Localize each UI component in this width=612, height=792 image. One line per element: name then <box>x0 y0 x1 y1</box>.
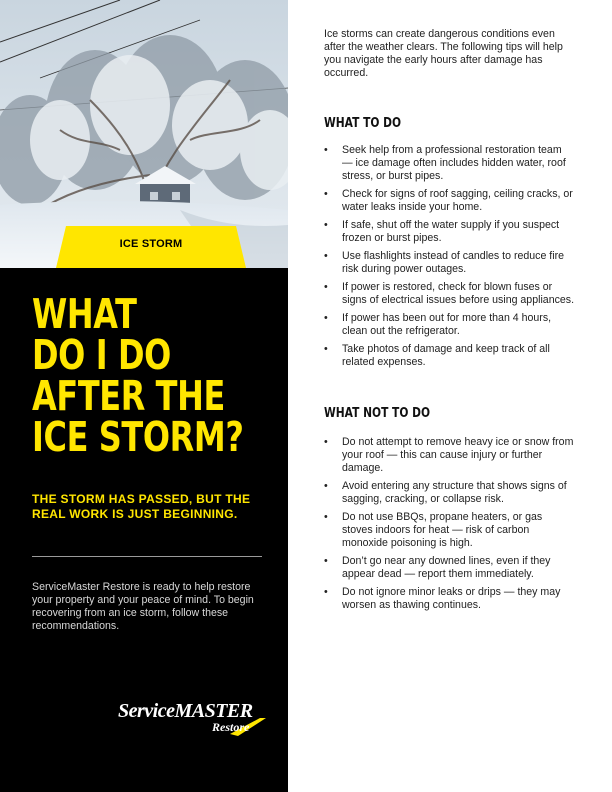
intro-text-left: ServiceMaster Restore is ready to help restore your property and your peace of mind. To begin recovering from an ice storm, follow these recommendations. <box>32 581 254 632</box>
list-item: • Take photos of damage and keep track of all related expenses. <box>324 343 574 369</box>
what-not-to-do-list <box>324 436 574 617</box>
what-not-to-do-heading: WHAT NOT TO DO <box>324 406 431 421</box>
list-item: • Do not ignore minor leaks or drips — they may worsen as thawing continues. <box>324 586 574 612</box>
intro-text-right: Ice storms can create dangerous conditions even after the weather clears. The following tips will help you navigate the early hours after damage has occurred. <box>324 28 563 79</box>
page-title <box>32 290 244 461</box>
list-item: • Do not use BBQs, propane heaters, or gas stoves indoors for heat — risk of carbon monoxide poisoning is high. <box>324 511 574 550</box>
subheadline: THE STORM HAS PASSED, BUT THE REAL WORK IS JUST BEGINNING. <box>32 492 251 521</box>
list-item: • If safe, shut off the water supply if you suspect frozen or burst pipes. <box>324 219 574 245</box>
what-to-do-heading: WHAT TO DO <box>324 116 402 131</box>
title-line: DO I DO <box>32 331 171 379</box>
list-item: • Seek help from a professional restoration team — ice damage often includes hidden water, roof stress, or burst pipes. <box>324 144 574 183</box>
title-line: ICE STORM? <box>32 413 244 461</box>
what-to-do-list <box>324 144 574 374</box>
logo-wordmark: ServiceMASTER <box>118 700 253 722</box>
category-label: ICE STORM <box>119 238 183 250</box>
list-item: • Avoid entering any structure that shows signs of sagging, cracking, or collapse risk. <box>324 480 574 506</box>
list-item: • If power has been out for more than 4 hours, clean out the refrigerator. <box>324 312 574 338</box>
left-panel <box>0 0 288 792</box>
list-item: • If power is restored, check for blown fuses or signs of electrical issues before using appliances. <box>324 281 574 307</box>
list-item: • Use flashlights instead of candles to reduce fire risk during power outages. <box>324 250 574 276</box>
title-line: AFTER THE <box>32 372 225 420</box>
servicemaster-logo <box>112 696 272 746</box>
category-tab <box>56 226 246 268</box>
title-line: WHAT <box>32 290 137 338</box>
divider <box>32 556 262 557</box>
logo-subtitle: Restore <box>212 720 250 734</box>
list-item: • Do not attempt to remove heavy ice or snow from your roof — this can cause injury or further damage. <box>324 436 574 475</box>
list-item: • Check for signs of roof sagging, ceiling cracks, or water leaks inside your home. <box>324 188 574 214</box>
list-item: • Don’t go near any downed lines, even if they appear dead — report them immediately. <box>324 555 574 581</box>
